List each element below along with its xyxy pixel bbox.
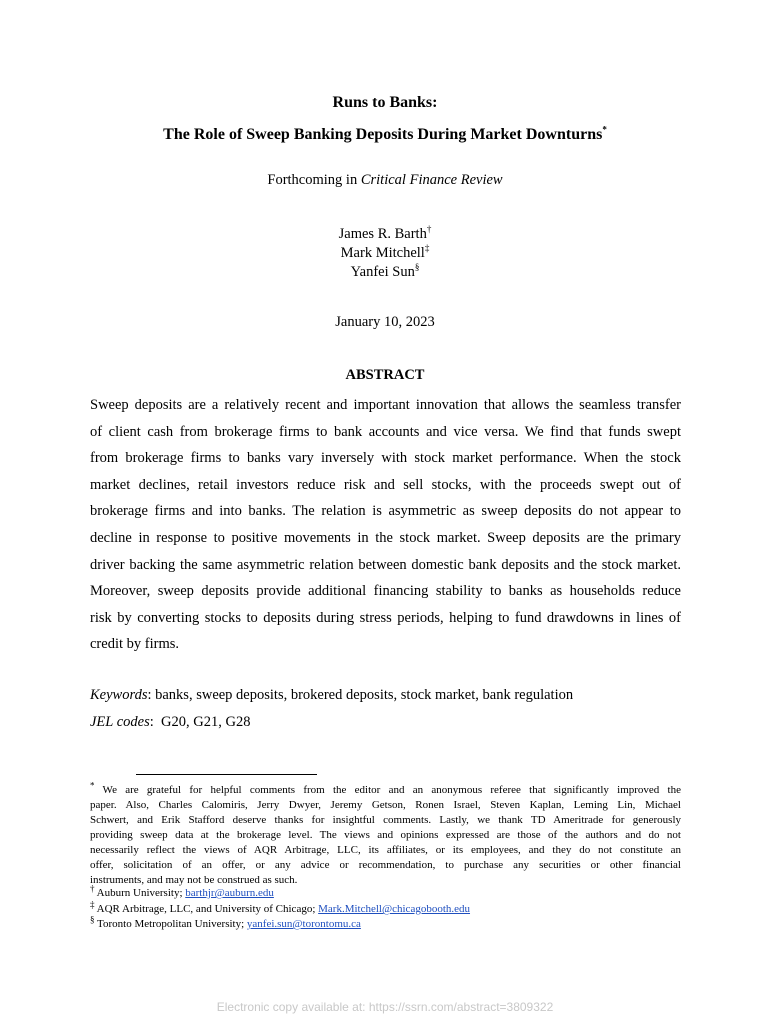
title-line-1: Runs to Banks: <box>332 94 438 111</box>
footnote-acknowledgements: * We are grateful for helpful comments from the editor and an anonymous referee that significantly improved the paper. Also, Charles Calomiris, Jerry Dwyer, Jeremy Getson, Ronen Israel, Steven Kaplan, Leming Lin, Michael Schwert, and Erik Stafford deserve thanks for insightful comments. Lastly, we thank TD Ameritrade for generously providing sweep data at the brokerage level. The views and opinions expressed are those of the authors and do not necessarily reflect the views of AQR Arbitrage, LLC, its affiliates, or its employees, and they do not constitute an offer, solicitation of an offer, or any advice or recommendation, to purchase any securities or other financial instruments, and may not be construed as such. <box>90 780 681 886</box>
title-footnote-mark: * <box>602 124 607 135</box>
abstract-line: brokerage firms and into banks. The relation is asymmetric as sweep deposits do not appear to <box>90 503 681 520</box>
abstract-line: of client cash from brokerage firms to bank accounts and vice versa. We find that funds swept <box>90 423 681 440</box>
author-list <box>0 225 770 282</box>
jel-label: JEL codes <box>90 714 150 730</box>
abstract-line: market declines, retail investors reduce risk and sell stocks, with the proceeds swept out of <box>90 476 681 493</box>
abstract-line: from brokerage firms to banks vary inversely with stock market performance. When the stock <box>90 450 681 467</box>
footnote-author-3: § Toronto Metropolitan University; yanfei.sun@torontomu.ca <box>90 914 361 930</box>
author-2: Mark Mitchell‡ <box>340 243 430 261</box>
abstract-line: driver backing the same asymmetric relation between domestic bank deposits and the stock market. <box>90 556 681 573</box>
email-link-barth[interactable]: barthjr@auburn.edu <box>185 887 274 899</box>
abstract-line: Moreover, sweep deposits provide additional financing stability to banks as households reduce <box>90 583 681 600</box>
jel-text: : G20, G21, G28 <box>149 714 251 730</box>
abstract-line: decline in response to positive movements in the stock market. Sweep deposits are the primary <box>90 529 681 546</box>
keywords-label: Keywords <box>90 687 148 703</box>
email-link-mitchell[interactable]: Mark.Mitchell@chicagobooth.edu <box>318 903 471 915</box>
author-1: James R. Barth† <box>338 224 432 242</box>
keywords <box>90 687 573 704</box>
footnote-author-1: † Auburn University; barthjr@auburn.edu <box>90 883 274 899</box>
abstract-line: risk by converting stocks to deposits during stress periods, helping to fund drawdowns in lines of <box>90 609 681 626</box>
journal-name: Critical Finance Review <box>360 172 503 188</box>
email-link-sun[interactable]: yanfei.sun@torontomu.ca <box>246 918 361 930</box>
abstract-line: credit by firms. <box>90 636 179 653</box>
footnote-divider <box>136 774 317 775</box>
ssrn-watermark: Electronic copy available at: https://ssrn.com/abstract=3809322 <box>216 1000 554 1014</box>
paper-date: January 10, 2023 <box>335 314 435 330</box>
author-3: Yanfei Sun§ <box>350 262 420 280</box>
footnote-author-2: ‡ AQR Arbitrage, LLC, and University of Chicago; Mark.Mitchell@chicagobooth.edu <box>90 899 471 915</box>
jel-codes <box>90 714 250 731</box>
title-line-2: The Role of Sweep Banking Deposits During Market Downturns* <box>163 124 607 143</box>
abstract-heading: ABSTRACT <box>345 367 425 383</box>
forthcoming-note: Forthcoming in Critical Finance Review <box>267 172 503 188</box>
abstract-body <box>90 392 681 658</box>
keywords-text: : banks, sweep deposits, brokered deposits, stock market, bank regulation <box>147 687 574 703</box>
abstract-line: Sweep deposits are a relatively recent and important innovation that allows the seamless transfer <box>90 397 681 413</box>
